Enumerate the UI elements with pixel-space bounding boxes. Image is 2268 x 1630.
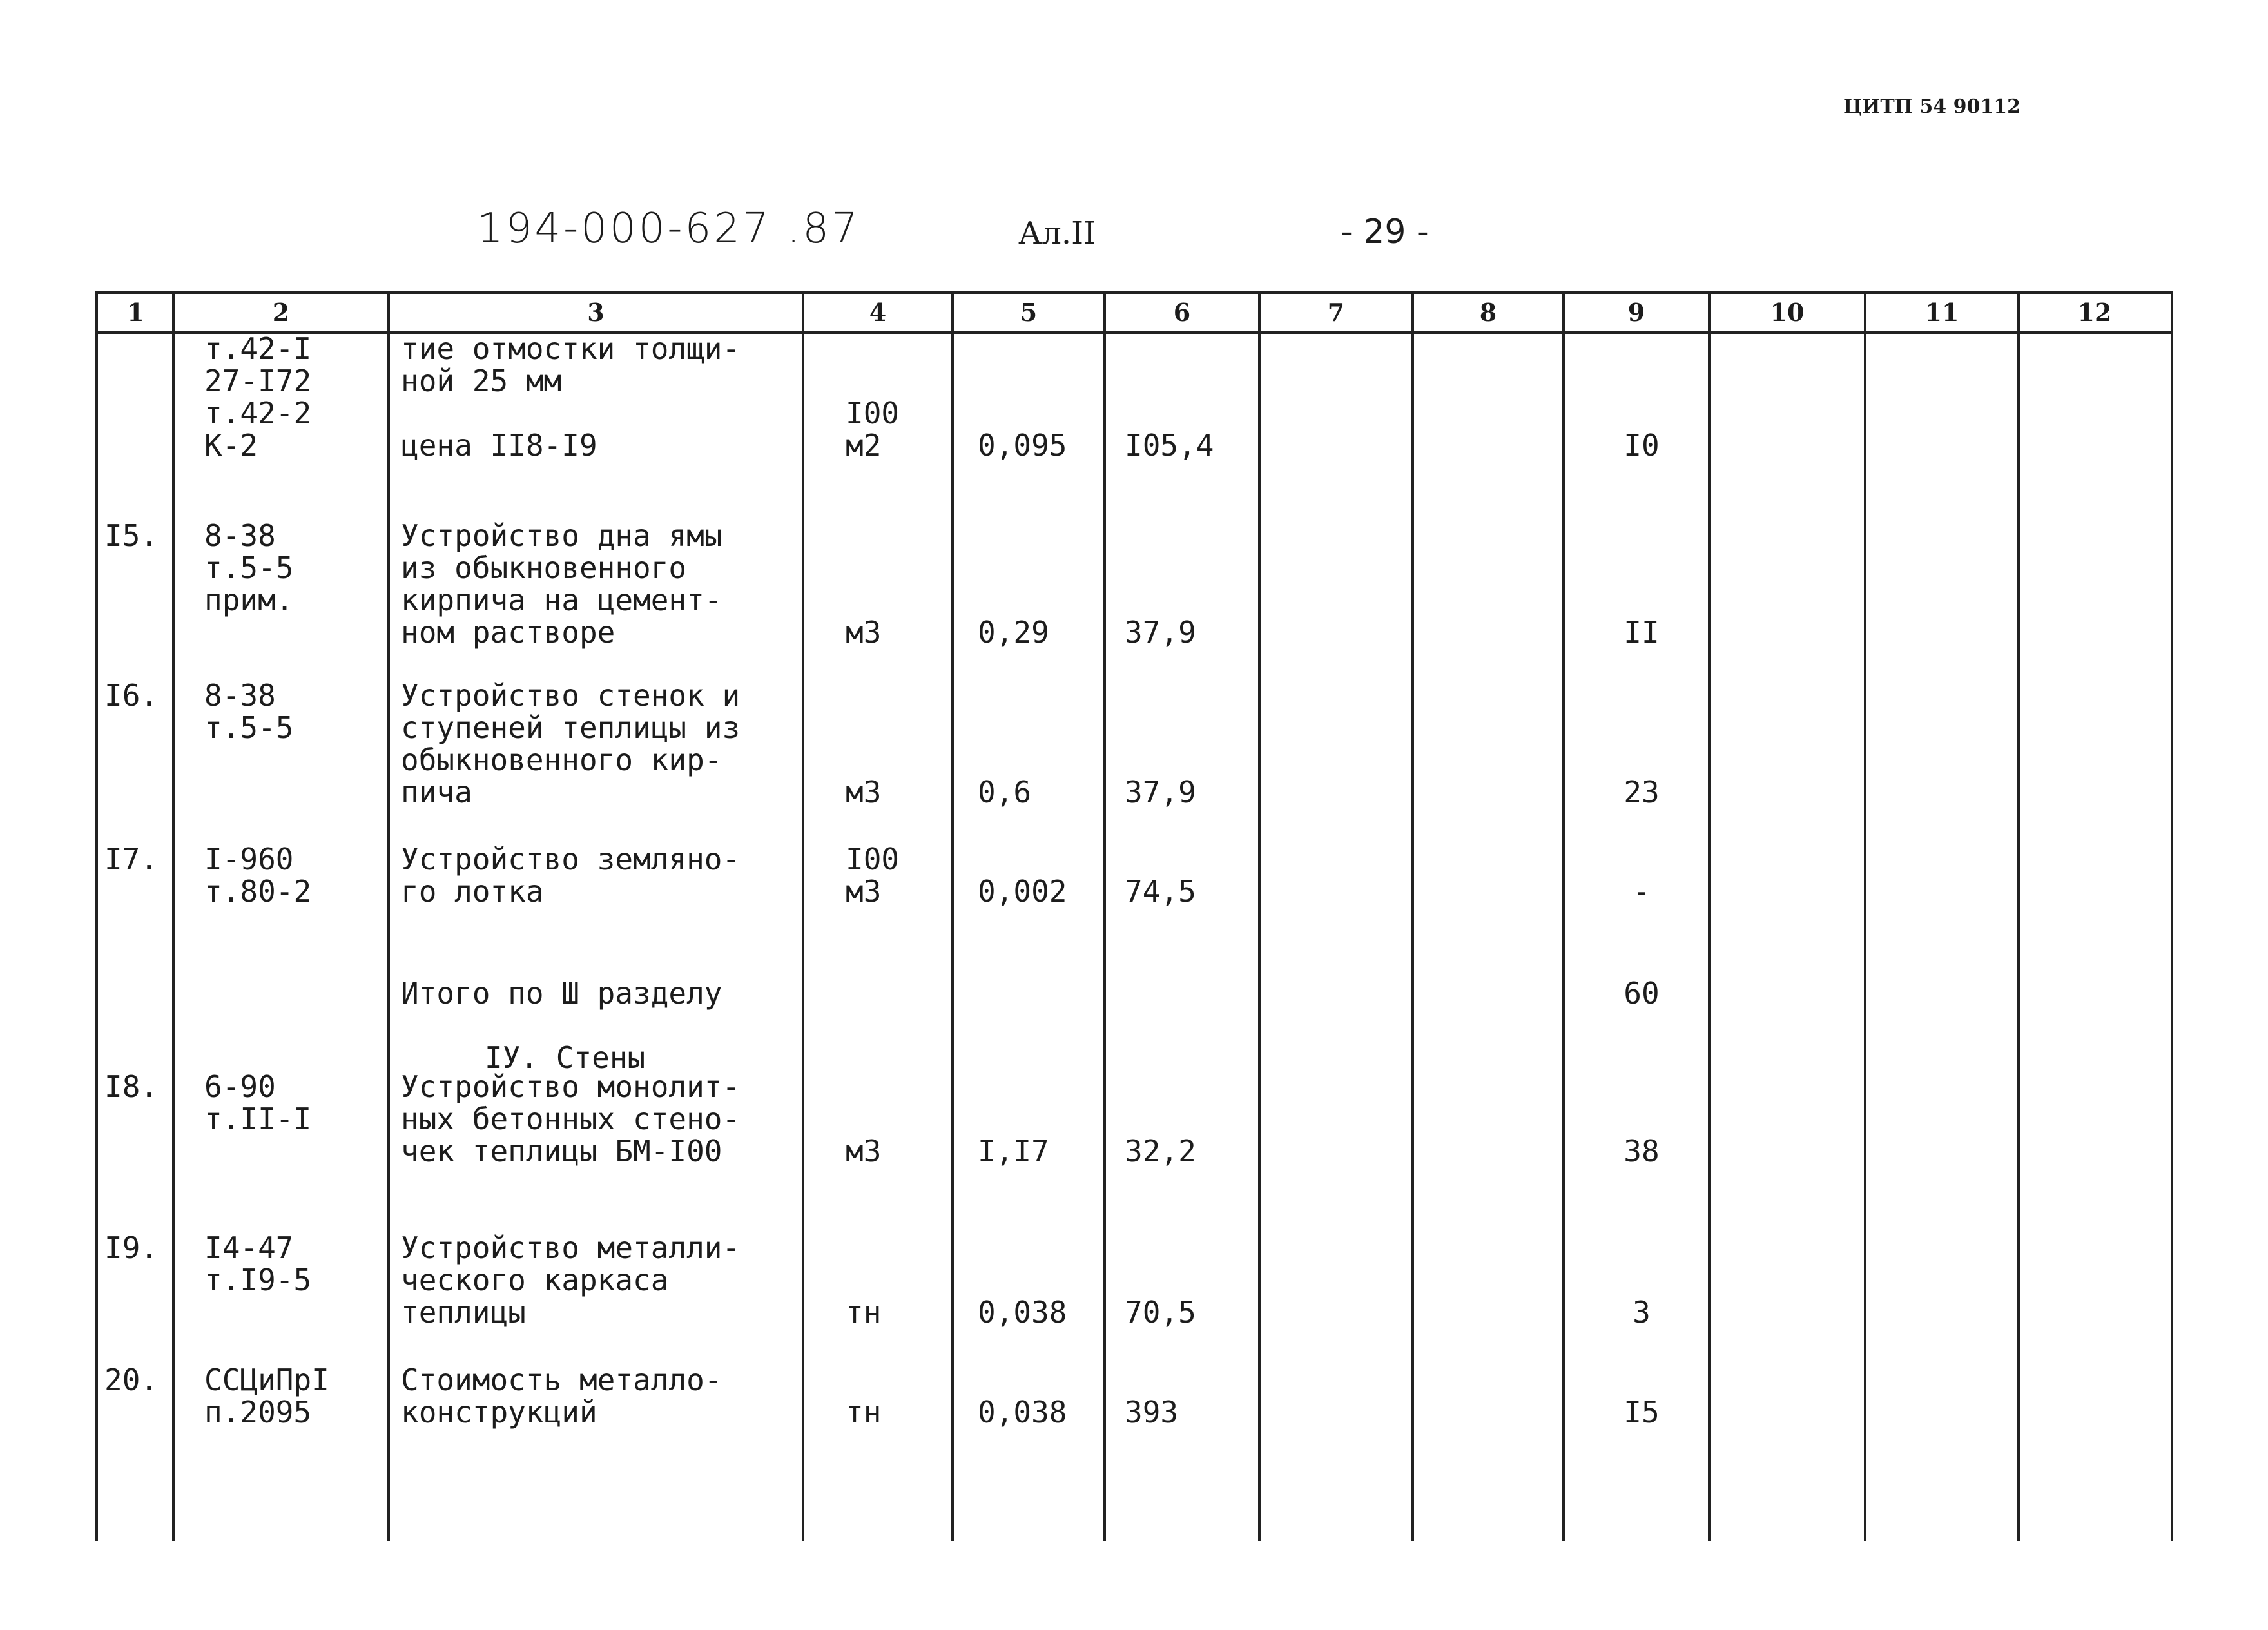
archive-stamp: ЦИТП 54 90112 [1843, 95, 2021, 118]
section-heading: IУ. Стены [485, 1040, 646, 1075]
row-number: I7. [104, 842, 159, 877]
quantity: 0,038 [978, 1395, 1067, 1430]
work-description: Итого по Ш разделу [401, 976, 722, 1011]
unit-price: 74,5 [1125, 874, 1196, 909]
total-cost: 3 [1633, 1295, 1651, 1330]
work-description: Устройство земляно- го лотка [401, 842, 741, 909]
row-number: I6. [104, 678, 159, 713]
column-divider [1562, 294, 1565, 1541]
work-description: Устройство металли- ческого каркаса теплицы [401, 1230, 741, 1330]
quantity: I,I7 [978, 1134, 1049, 1169]
norm-code: 8-38 т.5-5 [204, 678, 294, 745]
quantity: 0,6 [978, 775, 1032, 810]
unit-of-measure: м3 [846, 1134, 882, 1169]
column-header: 4 [869, 298, 887, 327]
column-header: 9 [1627, 298, 1645, 327]
column-divider [387, 294, 390, 1541]
quantity: 0,038 [978, 1295, 1067, 1330]
norm-code: I4-47 т.I9-5 [204, 1230, 312, 1297]
norm-code: I-960 т.80-2 [204, 842, 312, 909]
document-number: 194-000-627 .87 [477, 205, 860, 253]
column-divider [1864, 294, 1866, 1541]
unit-of-measure: I00 м3 [846, 842, 900, 909]
total-cost: II [1623, 615, 1660, 650]
unit-of-measure: м3 [846, 775, 882, 810]
work-description: тие отмостки толщи- ной 25 мм [401, 331, 741, 398]
column-header: 7 [1327, 298, 1345, 327]
quantity: 0,095 [978, 428, 1067, 463]
row-number: I9. [104, 1230, 159, 1265]
column-divider [172, 294, 175, 1541]
column-header: 11 [1924, 298, 1959, 327]
column-header: 1 [127, 298, 144, 327]
column-header: 6 [1173, 298, 1191, 327]
estimate-table [95, 291, 2173, 1541]
norm-code: т.42-I 27-I72 т.42-2 К-2 [204, 331, 312, 463]
total-cost: 60 [1623, 976, 1660, 1011]
row-number: 20. [104, 1363, 159, 1397]
column-divider [1258, 294, 1261, 1541]
total-cost: - [1633, 874, 1651, 909]
row-number: I5. [104, 518, 159, 553]
total-cost: I0 [1623, 428, 1660, 463]
unit-of-measure: м3 [846, 615, 882, 650]
norm-code: 6-90 т.II-I [204, 1069, 312, 1136]
unit-of-measure: тн [846, 1395, 882, 1430]
row-number: I8. [104, 1069, 159, 1104]
unit-price: 37,9 [1125, 615, 1196, 650]
unit-of-measure: I00 м2 [846, 396, 900, 463]
column-header: 5 [1020, 298, 1038, 327]
total-cost: 23 [1623, 775, 1660, 810]
column-divider [951, 294, 954, 1541]
total-cost: 38 [1623, 1134, 1660, 1169]
sheet-label: Ал.II [1018, 215, 1096, 251]
table-header-row [98, 294, 2171, 334]
column-header: 12 [2077, 298, 2112, 327]
unit-price: 393 [1125, 1395, 1179, 1430]
column-header: 8 [1479, 298, 1497, 327]
total-cost: I5 [1623, 1395, 1660, 1430]
page-number: - 29 - [1341, 213, 1429, 251]
column-header: 2 [272, 298, 290, 327]
work-description: Устройство дна ямы из обыкновенного кирпича на цемент- ном растворе [401, 518, 722, 650]
quantity: 0,29 [978, 615, 1049, 650]
column-divider [1103, 294, 1106, 1541]
norm-code: ССЦиПрI п.2095 [204, 1363, 329, 1430]
work-description: Стоимость металло- конструкций [401, 1363, 722, 1430]
unit-price: I05,4 [1125, 428, 1214, 463]
column-divider [1708, 294, 1711, 1541]
column-divider [2017, 294, 2020, 1541]
column-divider [802, 294, 804, 1541]
work-description: Устройство стенок и ступеней теплицы из обыкновенного кир- пича [401, 678, 741, 810]
work-description: Устройство монолит- ных бетонных стено- чек теплицы БМ-I00 [401, 1069, 741, 1169]
unit-price: 32,2 [1125, 1134, 1196, 1169]
unit-price: 70,5 [1125, 1295, 1196, 1330]
column-divider [1411, 294, 1414, 1541]
column-header: 3 [587, 298, 605, 327]
column-header: 10 [1770, 298, 1805, 327]
unit-price: 37,9 [1125, 775, 1196, 810]
norm-code: 8-38 т.5-5 прим. [204, 518, 294, 617]
unit-of-measure: тн [846, 1295, 882, 1330]
price-reference: цена II8-I9 [401, 428, 597, 463]
quantity: 0,002 [978, 874, 1067, 909]
